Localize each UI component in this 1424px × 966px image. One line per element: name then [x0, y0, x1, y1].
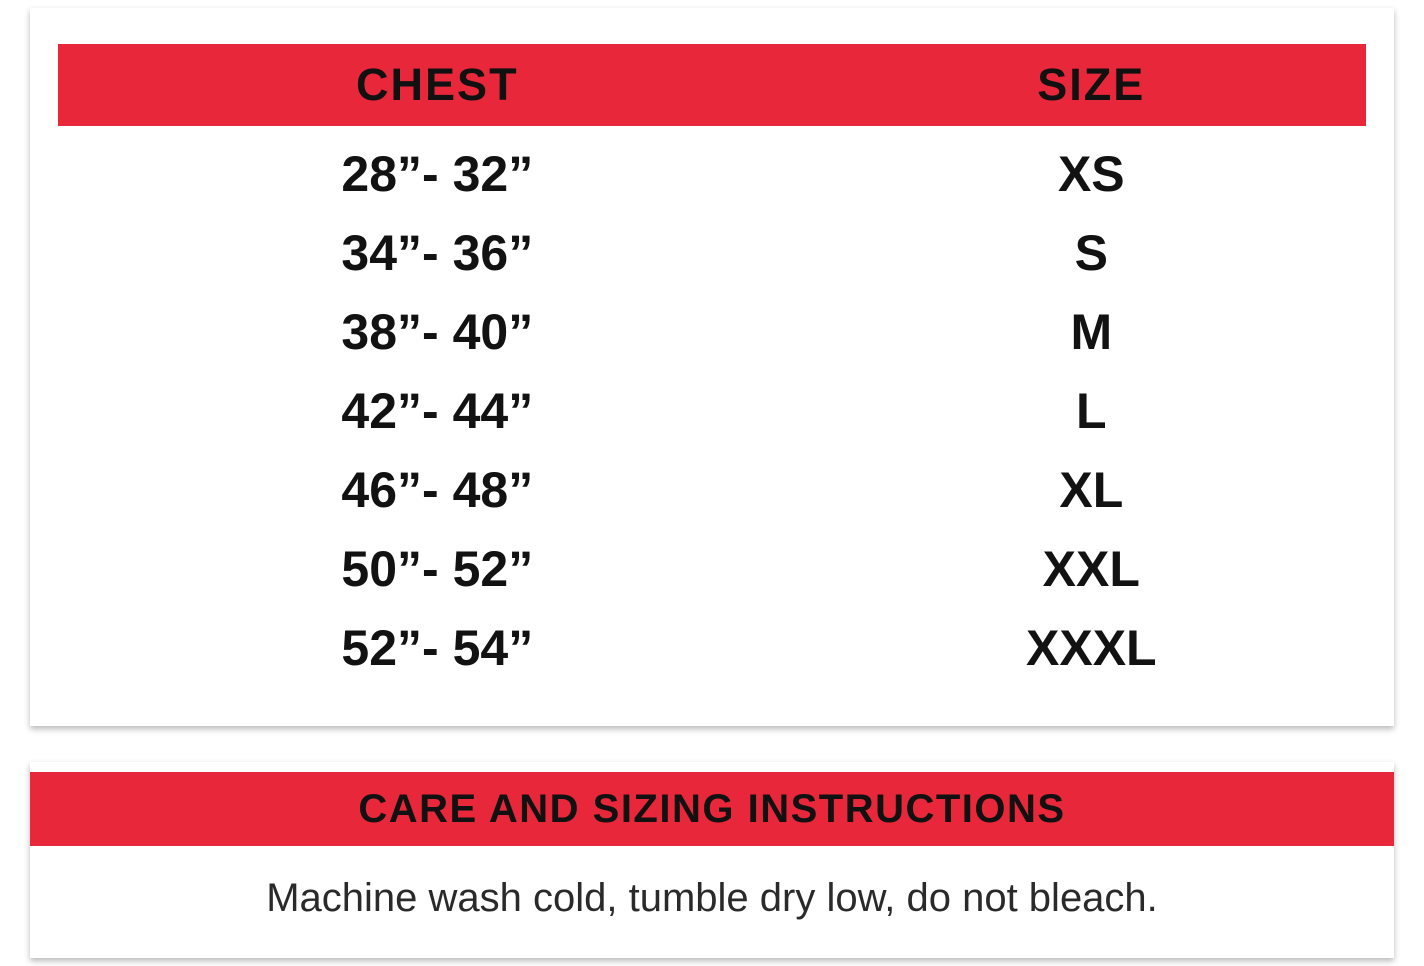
care-instructions-card	[30, 762, 1394, 958]
cell-chest: 50”- 52”	[341, 540, 534, 597]
cell-size: S	[1074, 224, 1108, 281]
size-chart-card	[30, 8, 1394, 726]
size-chart-rows	[58, 134, 1366, 687]
care-title: CARE AND SIZING INSTRUCTIONS	[358, 786, 1066, 831]
table-row	[58, 371, 1366, 450]
table-row	[58, 292, 1366, 371]
cell-size: XXL	[1042, 540, 1140, 597]
cell-size: XS	[1057, 145, 1125, 202]
cell-chest: 38”- 40”	[341, 303, 534, 360]
table-row	[58, 450, 1366, 529]
cell-size: M	[1070, 303, 1113, 360]
size-chart-header-bar	[58, 44, 1366, 126]
column-header-size: SIZE	[1037, 59, 1146, 110]
cell-size: XL	[1059, 461, 1124, 518]
table-row	[58, 134, 1366, 213]
column-header-chest: CHEST	[356, 59, 519, 110]
table-row	[58, 213, 1366, 292]
care-instructions-text: Machine wash cold, tumble dry low, do not bleach.	[266, 875, 1158, 920]
cell-chest: 46”- 48”	[341, 461, 534, 518]
care-header-bar	[30, 772, 1394, 846]
cell-chest: 28”- 32”	[341, 145, 534, 202]
cell-chest: 52”- 54”	[341, 619, 534, 676]
table-row	[58, 608, 1366, 687]
table-row	[58, 529, 1366, 608]
cell-chest: 42”- 44”	[341, 382, 534, 439]
cell-size: XXXL	[1026, 619, 1157, 676]
cell-chest: 34”- 36”	[341, 224, 534, 281]
cell-size: L	[1076, 382, 1107, 439]
